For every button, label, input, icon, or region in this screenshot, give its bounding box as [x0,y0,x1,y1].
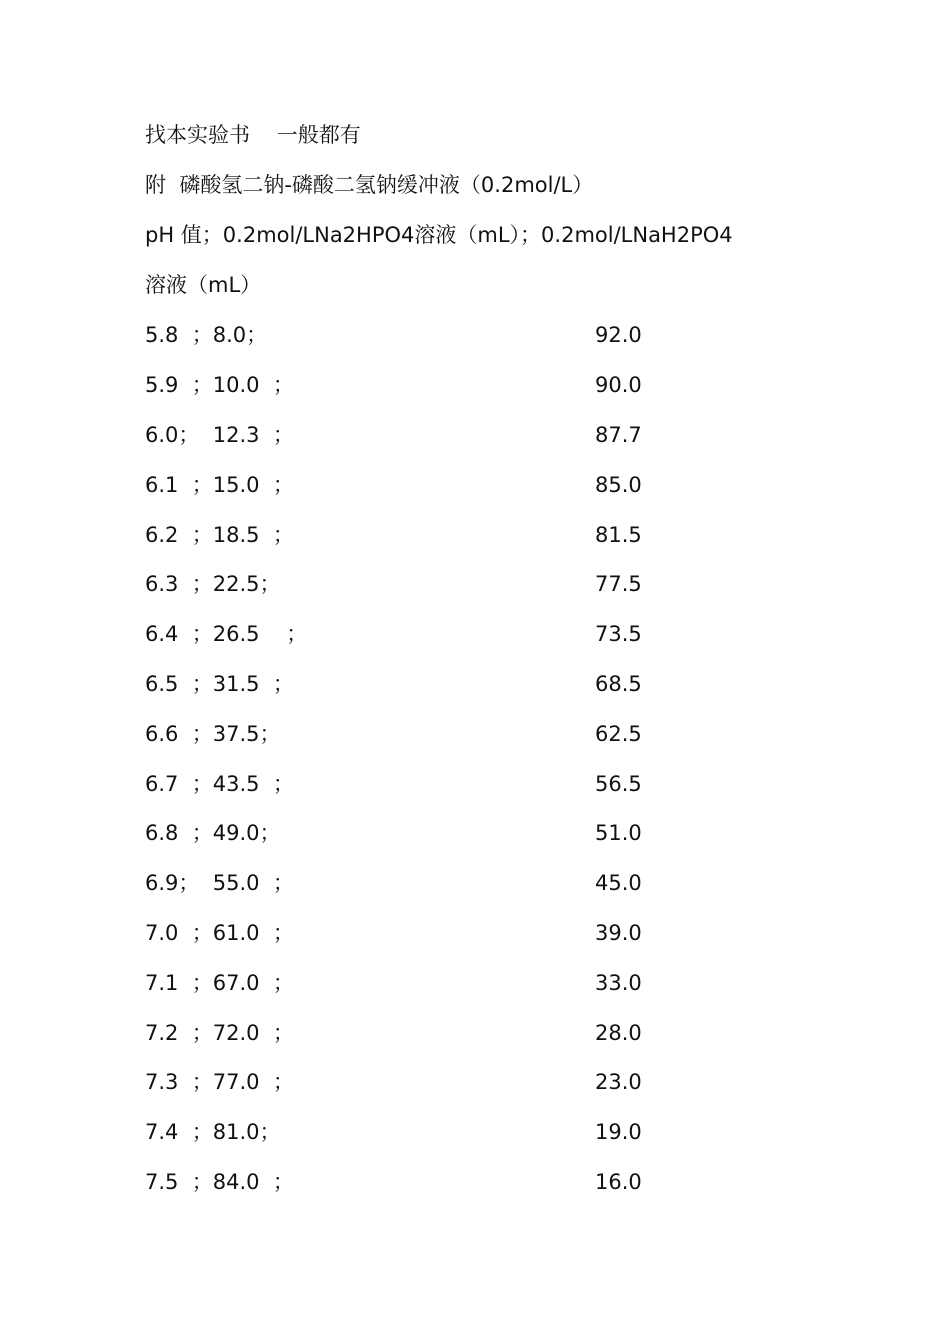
table-row [145,770,845,798]
row-nah2po4: 62.5 [595,722,642,746]
row-nah2po4: 51.0 [595,821,642,845]
row-ph-na2hpo4: 5.8 ；8.0； [145,323,268,347]
table-row [145,371,845,399]
row-ph-na2hpo4: 6.4 ；26.5 ； [145,622,308,646]
row-nah2po4: 16.0 [595,1170,642,1194]
table-row [145,969,845,997]
buffer-title: 附 磷酸氢二钠-磷酸二氢钠缓冲液（0.2mol/L） [145,173,594,197]
row-nah2po4: 90.0 [595,373,642,397]
row-ph-na2hpo4: 6.2 ；18.5 ； [145,523,294,547]
row-ph-na2hpo4: 7.5 ；84.0 ； [145,1170,294,1194]
row-ph-na2hpo4: 7.2 ；72.0 ； [145,1021,294,1045]
row-ph-na2hpo4: 5.9 ；10.0 ； [145,373,294,397]
row-nah2po4: 28.0 [595,1021,642,1045]
table-row [145,321,845,349]
table-row [145,1168,845,1196]
row-ph-na2hpo4: 7.4 ；81.0； [145,1120,281,1144]
row-nah2po4: 56.5 [595,772,642,796]
row-ph-na2hpo4: 6.5 ；31.5 ； [145,672,294,696]
row-nah2po4: 39.0 [595,921,642,945]
column-header-line: pH 值；0.2mol/LNa2HPO4溶液（mL）；0.2mol/LNaH2PO4 [145,223,733,247]
row-ph-na2hpo4: 7.3 ；77.0 ； [145,1070,294,1094]
column-header-continuation: 溶液（mL） [145,273,262,297]
row-nah2po4: 45.0 [595,871,642,895]
row-ph-na2hpo4: 6.3 ；22.5； [145,572,281,596]
row-nah2po4: 73.5 [595,622,642,646]
table-row [145,1068,845,1096]
row-nah2po4: 87.7 [595,423,642,447]
row-nah2po4: 92.0 [595,323,642,347]
table-row [145,421,845,449]
row-nah2po4: 68.5 [595,672,642,696]
table-row [145,919,845,947]
table-row [145,1118,845,1146]
row-ph-na2hpo4: 6.0； 12.3 ； [145,423,294,447]
row-ph-na2hpo4: 7.0 ；61.0 ； [145,921,294,945]
table-row [145,570,845,598]
row-nah2po4: 19.0 [595,1120,642,1144]
row-ph-na2hpo4: 6.6 ；37.5； [145,722,281,746]
intro-line: 找本实验书 一般都有 [145,123,361,147]
row-nah2po4: 33.0 [595,971,642,995]
row-nah2po4: 23.0 [595,1070,642,1094]
row-nah2po4: 85.0 [595,473,642,497]
table-row [145,521,845,549]
row-ph-na2hpo4: 7.1 ；67.0 ； [145,971,294,995]
row-ph-na2hpo4: 6.8 ；49.0； [145,821,281,845]
row-nah2po4: 81.5 [595,523,642,547]
table-row [145,471,845,499]
row-nah2po4: 77.5 [595,572,642,596]
row-ph-na2hpo4: 6.1 ；15.0 ； [145,473,294,497]
table-row [145,1019,845,1047]
table-row [145,869,845,897]
table-row [145,670,845,698]
table-row [145,819,845,847]
table-row [145,720,845,748]
row-ph-na2hpo4: 6.9； 55.0 ； [145,871,294,895]
row-ph-na2hpo4: 6.7 ；43.5 ； [145,772,294,796]
table-row [145,620,845,648]
